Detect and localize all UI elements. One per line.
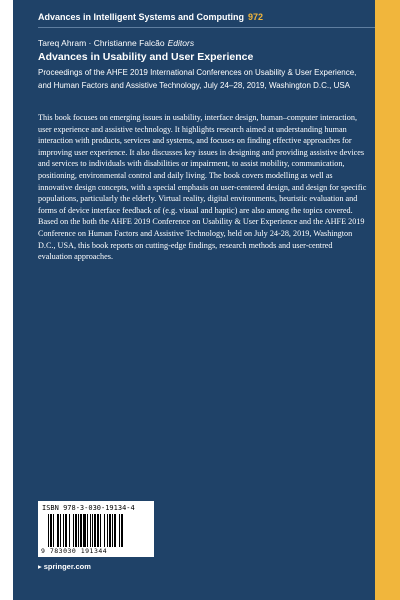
barcode-icon bbox=[48, 514, 148, 547]
book-title: Advances in Usability and User Experience bbox=[38, 51, 254, 63]
series-number: 972 bbox=[248, 12, 264, 22]
editor-names: Tareq Ahram · Christianne Falcão bbox=[38, 38, 165, 48]
editors-line bbox=[38, 38, 194, 48]
series-name: Advances in Intelligent Systems and Computing bbox=[38, 12, 245, 22]
website-label: springer.com bbox=[43, 562, 91, 571]
publisher-website bbox=[38, 562, 91, 571]
series-heading bbox=[38, 12, 263, 22]
book-subtitle: Proceedings of the AHFE 2019 International Conferences on Usability & User Experience, and Human Factors and Assistive Technology, July 24–28, 2019, Washington D.C., USA bbox=[38, 68, 357, 90]
arrow-bullet-icon: ▸ bbox=[38, 562, 42, 571]
series-divider bbox=[38, 27, 375, 28]
editors-label: Editors bbox=[167, 38, 195, 48]
isbn-barcode-box bbox=[38, 501, 154, 557]
book-description: This book focuses on emerging issues in usability, interface design, human–computer interaction, user experience and assistive technology. It highlights research aimed at understanding human interaction with products, services and systems, and focuses on finding effective approaches for improving user experience. It also discusses key issues in designing and providing assistive devices and services to individuals with disabilities or impairment, to assist mobility, communication, positioning, environmental control and daily living. The book covers modelling as well as innovative design concepts, with a special emphasis on user-centered design, and design for specific populations, particularly the elderly. Virtual reality, digital environments, heuristic evaluation and forms of device interface feedback of (e.g. visual and haptic) are also among the topics covered. Based on the both the AHFE 2019 Conference on Usability & User Experience and the AHFE 2019 Conference on Human Factors and Assistive Technology, held on July 24-28, 2019, Washington D.C., USA, this book reports on cutting-edge findings, research methods and user-centred evaluation approaches. bbox=[38, 113, 367, 262]
isbn-label: ISBN 978-3-030-19134-4 bbox=[42, 504, 135, 512]
accent-stripe bbox=[375, 0, 400, 600]
barcode-digits: 9 783030 191344 bbox=[41, 547, 108, 555]
